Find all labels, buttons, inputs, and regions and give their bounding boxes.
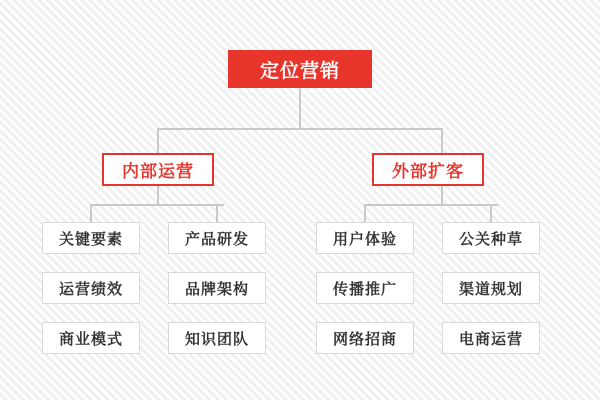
connector-right-col1: [364, 204, 366, 222]
connector-root-down: [299, 88, 301, 128]
node-leaf[interactable]: 渠道规划: [442, 272, 540, 304]
node-leaf[interactable]: 运营绩效: [42, 272, 140, 304]
node-leaf[interactable]: 电商运营: [442, 322, 540, 354]
connector-right-branch-down: [441, 186, 443, 204]
connector-to-right-branch: [441, 128, 443, 153]
connector-right-leaves-horizontal: [364, 204, 498, 206]
node-root[interactable]: 定位营销: [228, 50, 372, 88]
node-leaf[interactable]: 知识团队: [168, 322, 266, 354]
connector-left-col1: [90, 204, 92, 222]
connector-left-branch-down: [157, 186, 159, 204]
node-leaf[interactable]: 关键要素: [42, 222, 140, 254]
connector-horizontal-main: [157, 128, 443, 130]
node-leaf[interactable]: 用户体验: [316, 222, 414, 254]
connector-right-col2: [490, 204, 492, 222]
node-leaf[interactable]: 品牌架构: [168, 272, 266, 304]
node-leaf[interactable]: 商业模式: [42, 322, 140, 354]
node-leaf[interactable]: 产品研发: [168, 222, 266, 254]
node-branch-external-acquisition[interactable]: 外部扩客: [372, 153, 484, 186]
connector-left-col2: [216, 204, 218, 222]
node-branch-internal-operations[interactable]: 内部运营: [102, 153, 214, 186]
connector-left-leaves-horizontal: [90, 204, 224, 206]
node-leaf[interactable]: 网络招商: [316, 322, 414, 354]
node-leaf[interactable]: 传播推广: [316, 272, 414, 304]
node-leaf[interactable]: 公关种草: [442, 222, 540, 254]
connector-to-left-branch: [157, 128, 159, 153]
